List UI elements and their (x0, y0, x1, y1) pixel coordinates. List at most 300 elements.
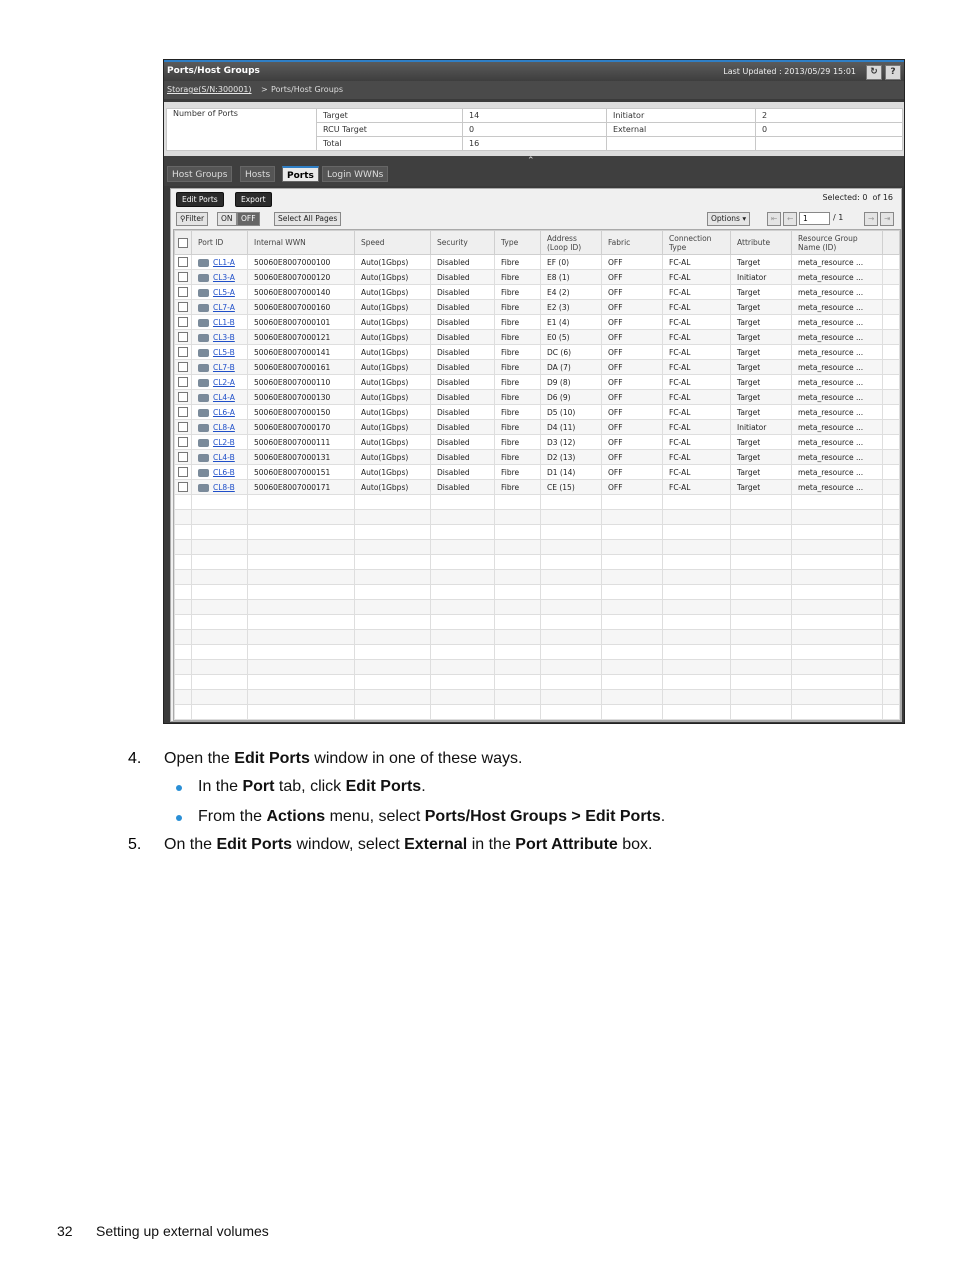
empty-cell (602, 510, 663, 525)
breadcrumb-storage-link[interactable]: Storage(S/N:300001) (167, 85, 252, 94)
step-4-part: Edit Ports (234, 750, 310, 767)
port-icon (198, 334, 209, 342)
cell-connection-type: FC-AL (663, 300, 731, 315)
port-icon (198, 484, 209, 492)
column-header[interactable]: Type (495, 231, 541, 255)
table-row[interactable] (175, 360, 900, 375)
cell-internal-wwn: 50060E8007000151 (248, 465, 355, 480)
empty-cell (355, 660, 431, 675)
empty-cell (731, 705, 792, 720)
empty-cell (495, 645, 541, 660)
cell-connection-type: FC-AL (663, 390, 731, 405)
cell-internal-wwn: 50060E8007000140 (248, 285, 355, 300)
table-row[interactable] (175, 480, 900, 495)
tab-host-groups[interactable]: Host Groups (167, 166, 232, 182)
port-icon (198, 454, 209, 462)
cell-security: Disabled (431, 435, 495, 450)
of-label: of (872, 193, 881, 202)
port-link[interactable]: CL5-B (213, 347, 235, 357)
empty-row (175, 645, 900, 660)
tab-hosts[interactable]: Hosts (240, 166, 275, 182)
cell-fabric: OFF (602, 315, 663, 330)
filter-toolbar (171, 211, 901, 227)
empty-cell (431, 705, 495, 720)
select-all-checkbox[interactable] (175, 231, 192, 255)
cell-internal-wwn: 50060E8007000111 (248, 435, 355, 450)
port-link[interactable]: CL7-B (213, 362, 235, 372)
cell-type: Fibre (495, 270, 541, 285)
empty-cell (355, 570, 431, 585)
empty-cell (175, 615, 192, 630)
empty-cell (431, 555, 495, 570)
empty-cell (541, 660, 602, 675)
cell-fabric: OFF (602, 285, 663, 300)
column-header[interactable]: Fabric (602, 231, 663, 255)
empty-cell (355, 645, 431, 660)
table-row[interactable] (175, 315, 900, 330)
table-row[interactable] (175, 375, 900, 390)
cell-port-id[interactable] (192, 405, 248, 420)
empty-cell (663, 585, 731, 600)
window-title: Ports/Host Groups (167, 66, 260, 76)
select-all-pages-button[interactable]: Select All Pages (274, 212, 341, 226)
column-header[interactable]: Address (Loop ID) (541, 231, 602, 255)
cell-type: Fibre (495, 255, 541, 270)
empty-cell (792, 600, 883, 615)
cell-internal-wwn: 50060E8007000171 (248, 480, 355, 495)
row-checkbox[interactable] (175, 480, 192, 495)
filter-off-toggle[interactable]: OFF (237, 212, 260, 226)
port-link[interactable]: CL1-B (213, 317, 235, 327)
cell-type: Fibre (495, 420, 541, 435)
cell-port-id[interactable] (192, 435, 248, 450)
cell-port-id[interactable] (192, 285, 248, 300)
table-row[interactable] (175, 300, 900, 315)
empty-cell (192, 555, 248, 570)
empty-cell (495, 555, 541, 570)
page-number: 32 (57, 1223, 73, 1239)
row-spacer (883, 285, 900, 300)
column-header[interactable]: Attribute (731, 231, 792, 255)
step-5-number: 5. (128, 836, 142, 853)
step-4-part: Open the (164, 750, 235, 767)
row-checkbox[interactable] (175, 255, 192, 270)
empty-cell (602, 525, 663, 540)
port-link[interactable]: CL5-A (213, 287, 235, 297)
empty-cell (355, 495, 431, 510)
cell-security: Disabled (431, 390, 495, 405)
row-checkbox[interactable] (175, 420, 192, 435)
table-row[interactable] (175, 435, 900, 450)
table-row[interactable] (175, 285, 900, 300)
empty-cell (495, 660, 541, 675)
empty-cell (602, 600, 663, 615)
port-link[interactable]: CL1-A (213, 257, 235, 267)
port-link[interactable]: CL6-A (213, 407, 235, 417)
port-link[interactable]: CL3-B (213, 332, 235, 342)
cell-connection-type: FC-AL (663, 375, 731, 390)
cell-attribute: Target (731, 465, 792, 480)
port-link[interactable]: CL8-B (213, 482, 235, 492)
empty-cell (792, 495, 883, 510)
cell-port-id[interactable] (192, 465, 248, 480)
empty-cell (248, 705, 355, 720)
cell-type: Fibre (495, 450, 541, 465)
empty-cell (495, 525, 541, 540)
empty-cell (248, 585, 355, 600)
step-5-part: On the (164, 836, 217, 853)
empty-cell (175, 690, 192, 705)
cell-attribute: Target (731, 450, 792, 465)
empty-cell (883, 705, 900, 720)
cell-attribute: Target (731, 405, 792, 420)
empty-cell (192, 600, 248, 615)
empty-cell (541, 510, 602, 525)
empty-row (175, 690, 900, 705)
empty-row (175, 570, 900, 585)
cell-security: Disabled (431, 255, 495, 270)
port-icon (198, 259, 209, 267)
table-row[interactable] (175, 450, 900, 465)
export-button[interactable]: Export (235, 192, 272, 207)
port-icon (198, 409, 209, 417)
cell-internal-wwn: 50060E8007000110 (248, 375, 355, 390)
bullet-1-part: tab, click (274, 778, 346, 795)
cell-speed: Auto(1Gbps) (355, 255, 431, 270)
cell-address: D2 (13) (541, 450, 602, 465)
empty-cell (602, 645, 663, 660)
help-icon[interactable]: ? (885, 65, 901, 80)
empty-cell (883, 660, 900, 675)
empty-cell (663, 555, 731, 570)
empty-cell (175, 630, 192, 645)
empty-cell (541, 690, 602, 705)
cell-port-id[interactable] (192, 360, 248, 375)
row-checkbox[interactable] (175, 360, 192, 375)
cell-resource-group: meta_resource ... (792, 450, 883, 465)
empty-cell (431, 540, 495, 555)
cell-type: Fibre (495, 405, 541, 420)
total-count: 16 (882, 193, 893, 202)
cell-fabric: OFF (602, 420, 663, 435)
empty-cell (883, 675, 900, 690)
port-link[interactable]: CL3-A (213, 272, 235, 282)
empty-cell (175, 585, 192, 600)
row-spacer (883, 405, 900, 420)
last-page-icon[interactable]: ⇥ (880, 212, 894, 226)
empty-cell (663, 525, 731, 540)
row-checkbox[interactable] (175, 465, 192, 480)
row-checkbox[interactable] (175, 435, 192, 450)
empty-cell (192, 495, 248, 510)
cell-port-id[interactable] (192, 270, 248, 285)
port-link[interactable]: CL2-B (213, 437, 235, 447)
empty-cell (355, 510, 431, 525)
summary-empty (607, 137, 756, 151)
row-checkbox[interactable] (175, 285, 192, 300)
port-link[interactable]: CL7-A (213, 302, 235, 312)
cell-speed: Auto(1Gbps) (355, 465, 431, 480)
cell-type: Fibre (495, 435, 541, 450)
empty-cell (248, 645, 355, 660)
cell-address: D9 (8) (541, 375, 602, 390)
cell-address: D5 (10) (541, 405, 602, 420)
cell-port-id[interactable] (192, 480, 248, 495)
filter-on-toggle[interactable]: ON (217, 212, 237, 226)
first-page-icon[interactable]: ⇤ (767, 212, 781, 226)
empty-row (175, 615, 900, 630)
empty-cell (663, 660, 731, 675)
action-toolbar (171, 189, 901, 209)
cell-port-id[interactable] (192, 345, 248, 360)
empty-cell (602, 540, 663, 555)
empty-row (175, 495, 900, 510)
empty-cell (883, 540, 900, 555)
row-checkbox[interactable] (175, 390, 192, 405)
step-5-part: Port Attribute (515, 836, 618, 853)
empty-cell (495, 630, 541, 645)
step-5-part: in the (467, 836, 516, 853)
cell-speed: Auto(1Gbps) (355, 420, 431, 435)
step-4-number: 4. (128, 750, 142, 767)
prev-page-icon[interactable]: ← (783, 212, 797, 226)
cell-port-id[interactable] (192, 390, 248, 405)
cell-port-id[interactable] (192, 375, 248, 390)
empty-cell (192, 525, 248, 540)
empty-cell (192, 675, 248, 690)
empty-cell (792, 690, 883, 705)
port-icon (198, 304, 209, 312)
selection-info (822, 193, 893, 202)
step-5-part: External (404, 836, 468, 853)
empty-cell (663, 675, 731, 690)
table-row[interactable] (175, 390, 900, 405)
table-row[interactable] (175, 270, 900, 285)
empty-cell (541, 645, 602, 660)
cell-resource-group: meta_resource ... (792, 270, 883, 285)
row-checkbox[interactable] (175, 330, 192, 345)
step-4-part: window in one of these ways. (309, 750, 523, 767)
cell-fabric: OFF (602, 480, 663, 495)
empty-cell (792, 645, 883, 660)
summary-total-label: Total (317, 137, 463, 151)
bullet-1-text (198, 778, 426, 796)
empty-cell (731, 540, 792, 555)
empty-cell (495, 705, 541, 720)
cell-security: Disabled (431, 420, 495, 435)
port-link[interactable]: CL4-A (213, 392, 235, 402)
cell-fabric: OFF (602, 255, 663, 270)
options-dropdown[interactable]: Options ▾ (707, 212, 750, 226)
cell-type: Fibre (495, 285, 541, 300)
port-link[interactable]: CL6-B (213, 467, 235, 477)
port-link[interactable]: CL2-A (213, 377, 235, 387)
port-link[interactable]: CL8-A (213, 422, 235, 432)
table-row[interactable] (175, 465, 900, 480)
cell-fabric: OFF (602, 375, 663, 390)
row-checkbox[interactable] (175, 315, 192, 330)
row-checkbox[interactable] (175, 270, 192, 285)
empty-cell (663, 690, 731, 705)
breadcrumb-separator: > (261, 85, 268, 94)
empty-cell (792, 660, 883, 675)
summary-initiator-label: Initiator (607, 109, 756, 123)
table-row[interactable] (175, 405, 900, 420)
empty-cell (192, 585, 248, 600)
refresh-icon[interactable]: ↻ (866, 65, 882, 80)
empty-cell (175, 525, 192, 540)
summary-total-value: 16 (463, 137, 607, 151)
empty-cell (602, 495, 663, 510)
cell-internal-wwn: 50060E8007000141 (248, 345, 355, 360)
empty-cell (731, 510, 792, 525)
empty-cell (175, 540, 192, 555)
cell-connection-type: FC-AL (663, 345, 731, 360)
cell-type: Fibre (495, 345, 541, 360)
empty-cell (541, 540, 602, 555)
cell-connection-type: FC-AL (663, 465, 731, 480)
ports-table (173, 229, 901, 721)
empty-cell (192, 660, 248, 675)
empty-cell (495, 510, 541, 525)
empty-cell (541, 615, 602, 630)
cell-port-id[interactable] (192, 330, 248, 345)
column-header[interactable]: Port ID (192, 231, 248, 255)
last-updated: Last Updated : 2013/05/29 15:01 (723, 67, 856, 76)
cell-address: D4 (11) (541, 420, 602, 435)
bullet-1-part: Port (242, 778, 275, 795)
cell-speed: Auto(1Gbps) (355, 345, 431, 360)
cell-fabric: OFF (602, 360, 663, 375)
empty-cell (663, 570, 731, 585)
empty-cell (431, 510, 495, 525)
edit-ports-button[interactable]: Edit Ports (176, 192, 224, 207)
empty-cell (175, 660, 192, 675)
cell-type: Fibre (495, 300, 541, 315)
summary-target-value: 14 (463, 109, 607, 123)
filter-button[interactable] (176, 212, 208, 226)
empty-cell (663, 600, 731, 615)
empty-cell (883, 645, 900, 660)
table-row[interactable] (175, 330, 900, 345)
cell-address: DC (6) (541, 345, 602, 360)
tab-ports[interactable]: Ports (282, 166, 319, 182)
cell-fabric: OFF (602, 270, 663, 285)
empty-cell (602, 705, 663, 720)
cell-attribute: Target (731, 435, 792, 450)
cell-address: E4 (2) (541, 285, 602, 300)
row-spacer (883, 435, 900, 450)
empty-cell (731, 660, 792, 675)
empty-cell (883, 525, 900, 540)
cell-resource-group: meta_resource ... (792, 285, 883, 300)
empty-cell (248, 510, 355, 525)
step-5-part: window, select (292, 836, 405, 853)
cell-security: Disabled (431, 480, 495, 495)
cell-internal-wwn: 50060E8007000100 (248, 255, 355, 270)
empty-cell (248, 525, 355, 540)
empty-cell (495, 540, 541, 555)
summary-external-label: External (607, 123, 756, 137)
cell-fabric: OFF (602, 405, 663, 420)
row-spacer (883, 330, 900, 345)
cell-speed: Auto(1Gbps) (355, 330, 431, 345)
empty-cell (175, 555, 192, 570)
empty-cell (248, 540, 355, 555)
table-row[interactable] (175, 255, 900, 270)
cell-resource-group: meta_resource ... (792, 465, 883, 480)
column-header[interactable]: Connection Type (663, 231, 731, 255)
cell-port-id[interactable] (192, 315, 248, 330)
empty-cell (495, 570, 541, 585)
cell-security: Disabled (431, 270, 495, 285)
empty-cell (602, 690, 663, 705)
empty-cell (355, 705, 431, 720)
cell-port-id[interactable] (192, 420, 248, 435)
cell-internal-wwn: 50060E8007000160 (248, 300, 355, 315)
cell-attribute: Target (731, 315, 792, 330)
cell-resource-group: meta_resource ... (792, 330, 883, 345)
port-icon (198, 424, 209, 432)
empty-cell (602, 570, 663, 585)
cell-port-id[interactable] (192, 300, 248, 315)
column-header[interactable]: Speed (355, 231, 431, 255)
step-5-text (164, 836, 652, 854)
empty-cell (495, 615, 541, 630)
cell-security: Disabled (431, 375, 495, 390)
filter-icon: ⚲ (180, 214, 186, 223)
summary-empty (756, 137, 903, 151)
cell-port-id[interactable] (192, 255, 248, 270)
summary-label: Number of Ports (167, 109, 317, 151)
port-icon (198, 274, 209, 282)
row-spacer (883, 375, 900, 390)
column-header[interactable]: Internal WWN (248, 231, 355, 255)
column-header[interactable]: Security (431, 231, 495, 255)
cell-connection-type: FC-AL (663, 315, 731, 330)
row-checkbox[interactable] (175, 405, 192, 420)
empty-cell (192, 630, 248, 645)
cell-port-id[interactable] (192, 450, 248, 465)
collapse-grip-icon[interactable]: ⌃ (527, 156, 535, 166)
row-checkbox[interactable] (175, 375, 192, 390)
cell-security: Disabled (431, 345, 495, 360)
page-input[interactable]: 1 (799, 212, 830, 225)
summary-target-label: Target (317, 109, 463, 123)
row-checkbox[interactable] (175, 450, 192, 465)
row-checkbox[interactable] (175, 300, 192, 315)
cell-connection-type: FC-AL (663, 270, 731, 285)
empty-cell (792, 570, 883, 585)
column-header[interactable]: Resource Group Name (ID) (792, 231, 883, 255)
empty-cell (192, 690, 248, 705)
table-row[interactable] (175, 420, 900, 435)
empty-cell (192, 615, 248, 630)
empty-row (175, 630, 900, 645)
empty-cell (883, 615, 900, 630)
cell-connection-type: FC-AL (663, 285, 731, 300)
tab-login-wwns[interactable]: Login WWNs (322, 166, 388, 182)
row-checkbox[interactable] (175, 345, 192, 360)
port-icon (198, 319, 209, 327)
empty-cell (541, 630, 602, 645)
port-link[interactable]: CL4-B (213, 452, 235, 462)
next-page-icon[interactable]: → (864, 212, 878, 226)
table-row[interactable] (175, 345, 900, 360)
cell-address: CE (15) (541, 480, 602, 495)
empty-cell (355, 540, 431, 555)
empty-cell (602, 555, 663, 570)
